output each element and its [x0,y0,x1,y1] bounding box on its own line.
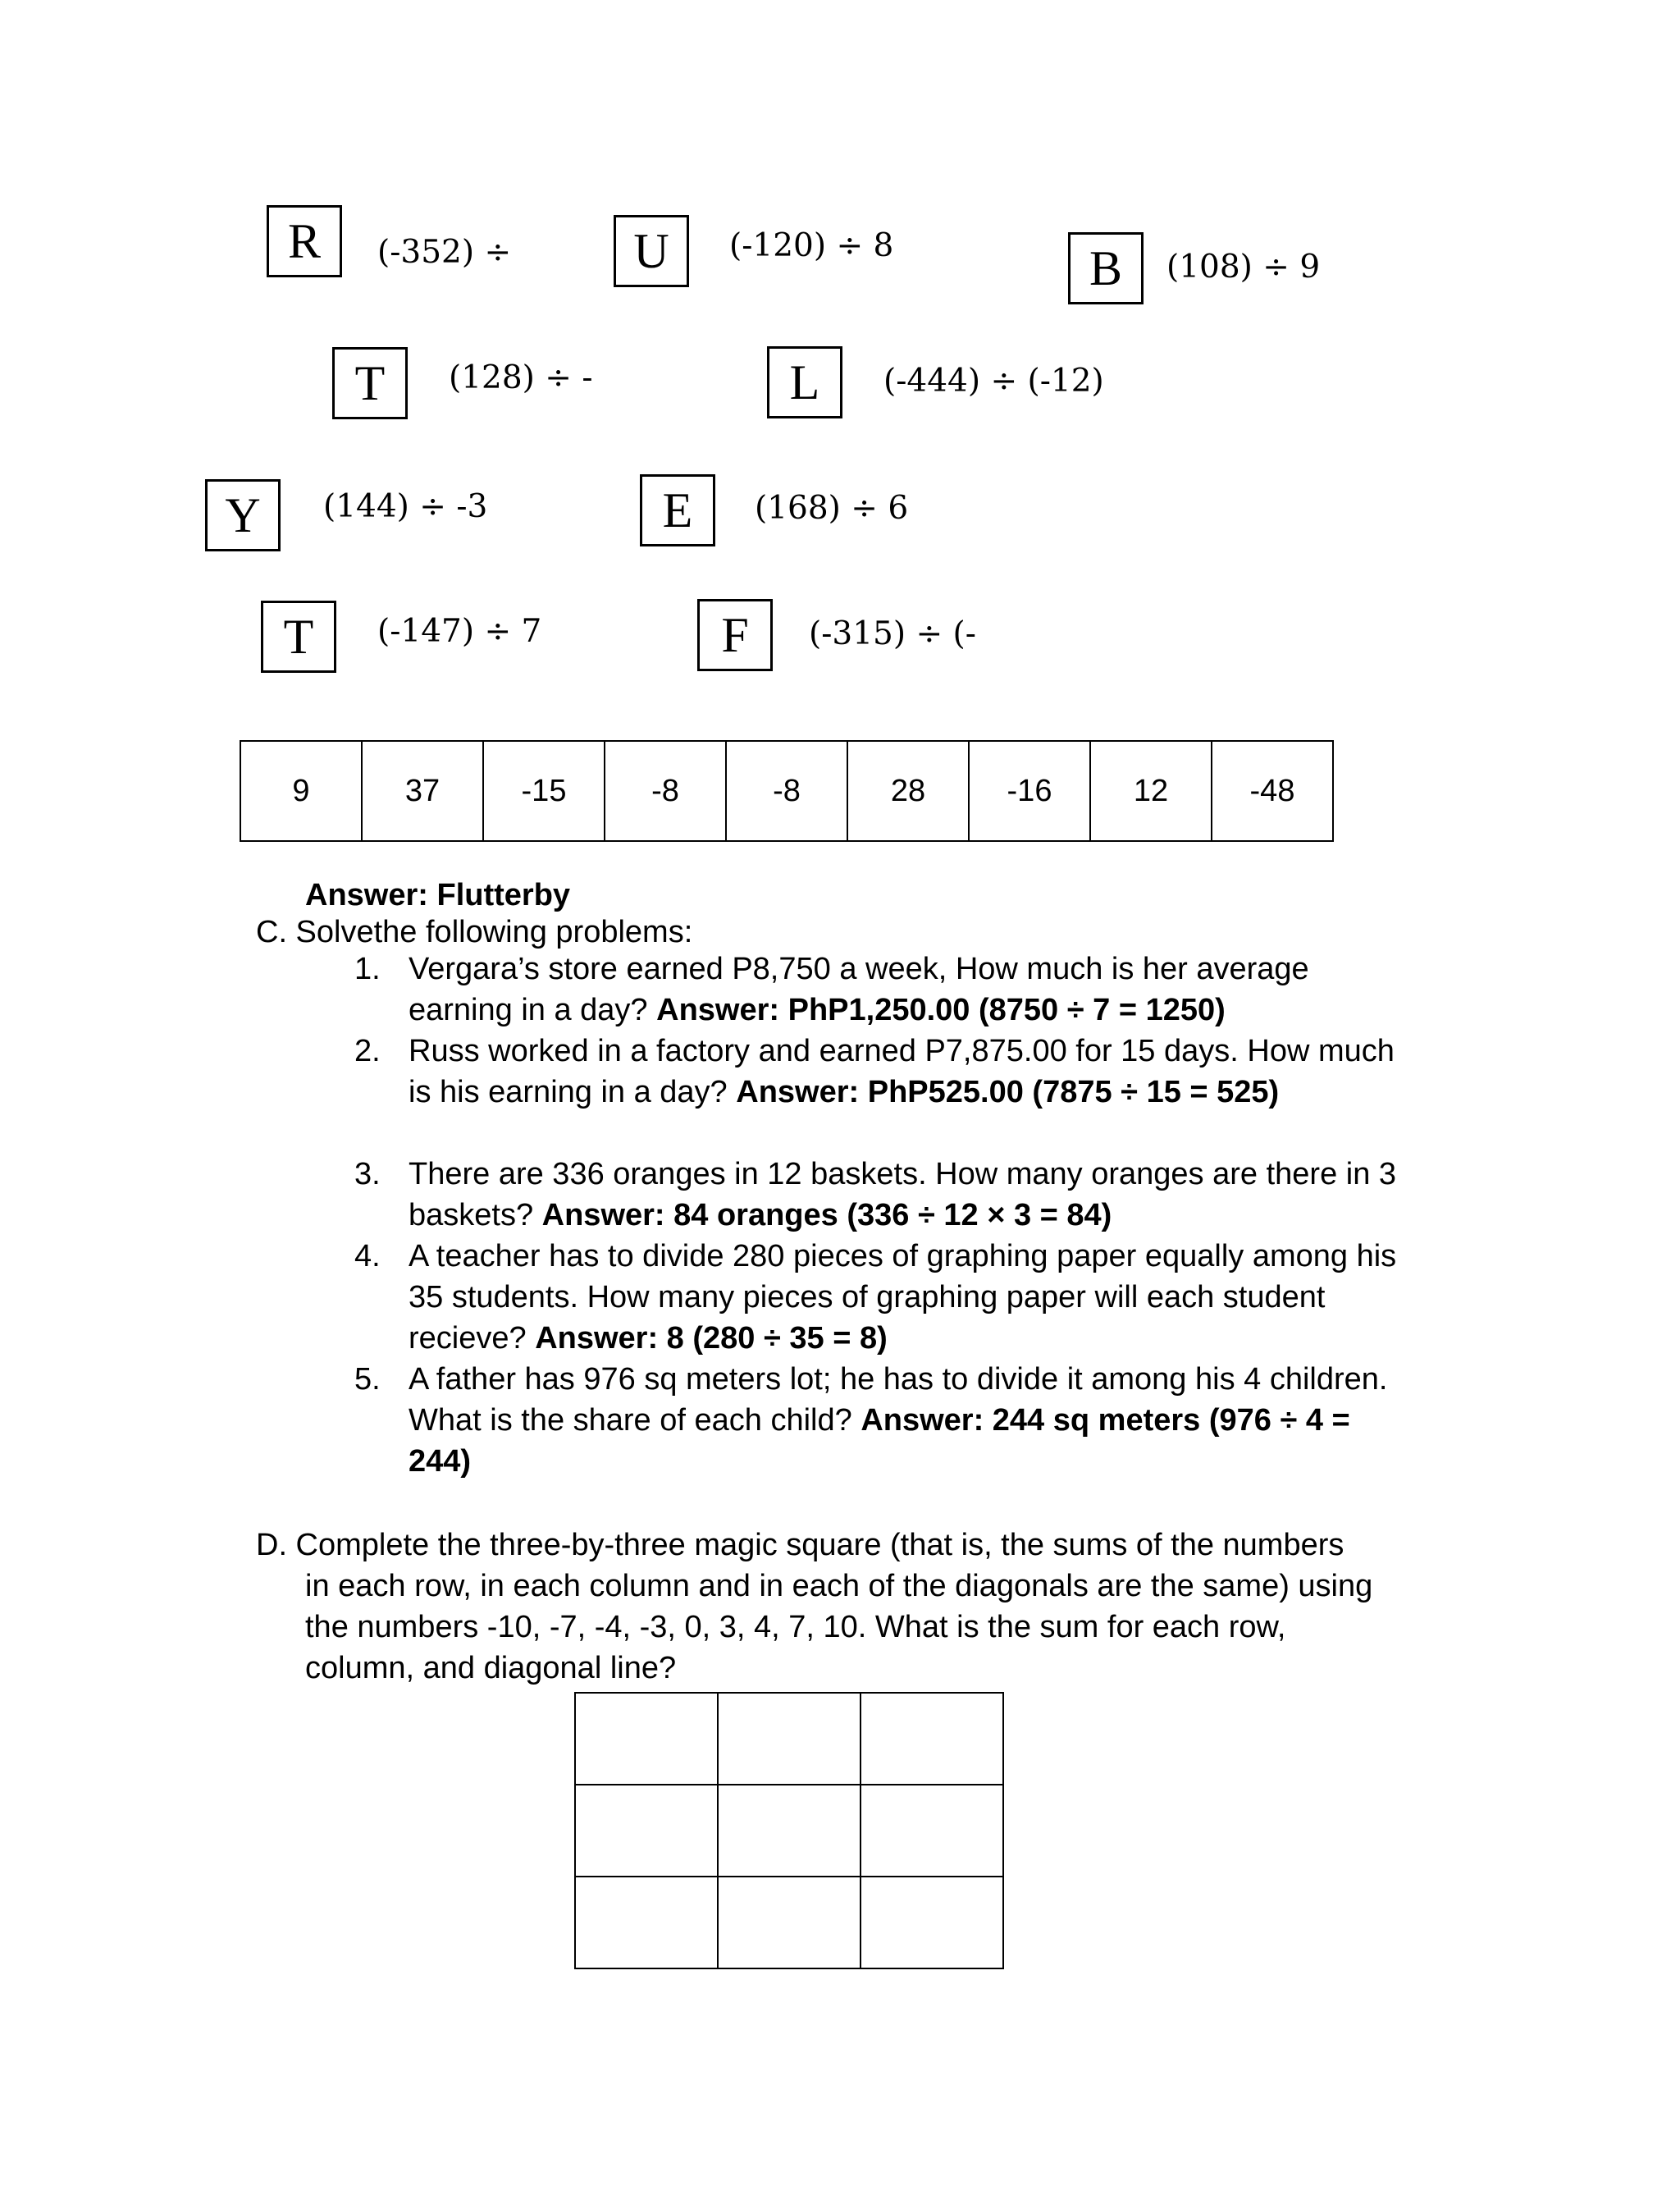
grid-cell[interactable] [718,1877,861,1968]
expression-b: (108) ÷ 9 [1166,249,1321,286]
section-d-line-2: in each row, in each column and in each of the diagonals are the same) using [305,1569,1373,1603]
grid-cell[interactable] [861,1693,1003,1785]
grid-cell[interactable] [718,1693,861,1785]
problem-text: Vergara’s store earned P8,750 a week, How much is her average earning in a day? [409,952,1309,1027]
letter: U [633,224,669,278]
section-c-heading: C. Solvethe following problems: [256,915,693,949]
code-cell: -48 [1212,741,1333,841]
problem-answer: Answer: PhP1,250.00 (8750 ÷ 7 = 1250) [656,993,1226,1027]
problem-number: 4. [354,1239,381,1273]
letter: L [789,355,820,409]
letter-box-t2 [261,601,336,673]
letter-box-f [697,599,773,671]
expression-f: (-315) ÷ (- [809,615,976,652]
letter: Y [225,488,261,542]
problem-body [409,1359,1409,1482]
grid-cell[interactable] [861,1785,1003,1877]
grid-cell[interactable] [575,1877,718,1968]
letter: R [287,214,322,268]
grid-cell[interactable] [575,1785,718,1877]
code-cell: -8 [726,741,847,841]
expression-e: (168) ÷ 6 [755,490,909,527]
code-cell: -16 [969,741,1090,841]
letter: B [1089,241,1123,295]
section-d-line-1: D. Complete the three-by-three magic square (that is, the sums of the numbers [256,1528,1344,1562]
problem-number: 5. [354,1362,381,1397]
code-table [240,740,1334,842]
problem-number: 2. [354,1034,381,1068]
problem-body [409,1236,1409,1359]
code-row [240,741,1333,841]
problem-number: 1. [354,952,381,986]
expression-r: (-352) ÷ [377,234,512,271]
problem-answer: Answer: 84 oranges (336 ÷ 12 × 3 = 84) [541,1198,1112,1232]
letter-box-u [614,215,689,287]
expression-t2: (-147) ÷ 7 [377,613,542,650]
expression-l: (-444) ÷ (-12) [883,363,1104,400]
letter: E [662,483,693,537]
code-cell: 28 [847,741,969,841]
code-cell: -8 [605,741,726,841]
grid-cell[interactable] [575,1693,718,1785]
grid-cell[interactable] [718,1785,861,1877]
problem-number: 3. [354,1157,381,1191]
problem-text: Russ worked in a factory and earned P7,875.00 for 15 days. How much is his earning in a day? [409,1034,1395,1109]
grid-cell[interactable] [861,1877,1003,1968]
problem-text: A teacher has to divide 280 pieces of graphing paper equally among his 35 students. How many pieces of graphing paper will each student recieve? [409,1239,1397,1356]
letter-box-t1 [332,347,408,419]
letter: F [721,608,749,662]
letter-box-r [267,205,342,277]
problem-answer: Answer: 244 sq meters (976 ÷ 4 = 244) [409,1403,1350,1479]
letter-box-l [767,346,842,418]
code-cell: -15 [483,741,605,841]
problem-answer: Answer: 8 (280 ÷ 35 = 8) [535,1321,888,1356]
problem-body [409,949,1409,1031]
section-d-line-3: the numbers -10, -7, -4, -3, 0, 3, 4, 7, 10. What is the sum for each row, [305,1610,1286,1644]
grid-row [575,1693,1003,1785]
letter-box-e [640,474,715,546]
grid-row [575,1877,1003,1968]
code-cell: 12 [1090,741,1212,841]
answer-flutterby: Answer: Flutterby [305,878,571,912]
problem-text: There are 336 oranges in 12 baskets. How many oranges are there in 3 baskets? [409,1157,1397,1232]
magic-square-grid [574,1692,1004,1969]
problem-body [409,1031,1409,1113]
expression-t1: (128) ÷ - [449,359,593,396]
letter: T [354,356,386,410]
letter: T [283,610,314,664]
problem-answer: Answer: PhP525.00 (7875 ÷ 15 = 525) [736,1075,1280,1109]
expression-y: (144) ÷ -3 [323,488,488,525]
problem-text: A father has 976 sq meters lot; he has to divide it among his 4 children. What is the share of each child? [409,1362,1388,1438]
expression-u: (-120) ÷ 8 [729,227,894,264]
section-d-line-4: column, and diagonal line? [305,1651,677,1685]
code-cell: 9 [240,741,362,841]
grid-row [575,1785,1003,1877]
letter-box-y [205,479,281,551]
letter-box-b [1068,232,1144,304]
code-cell: 37 [362,741,483,841]
problem-body [409,1154,1409,1236]
